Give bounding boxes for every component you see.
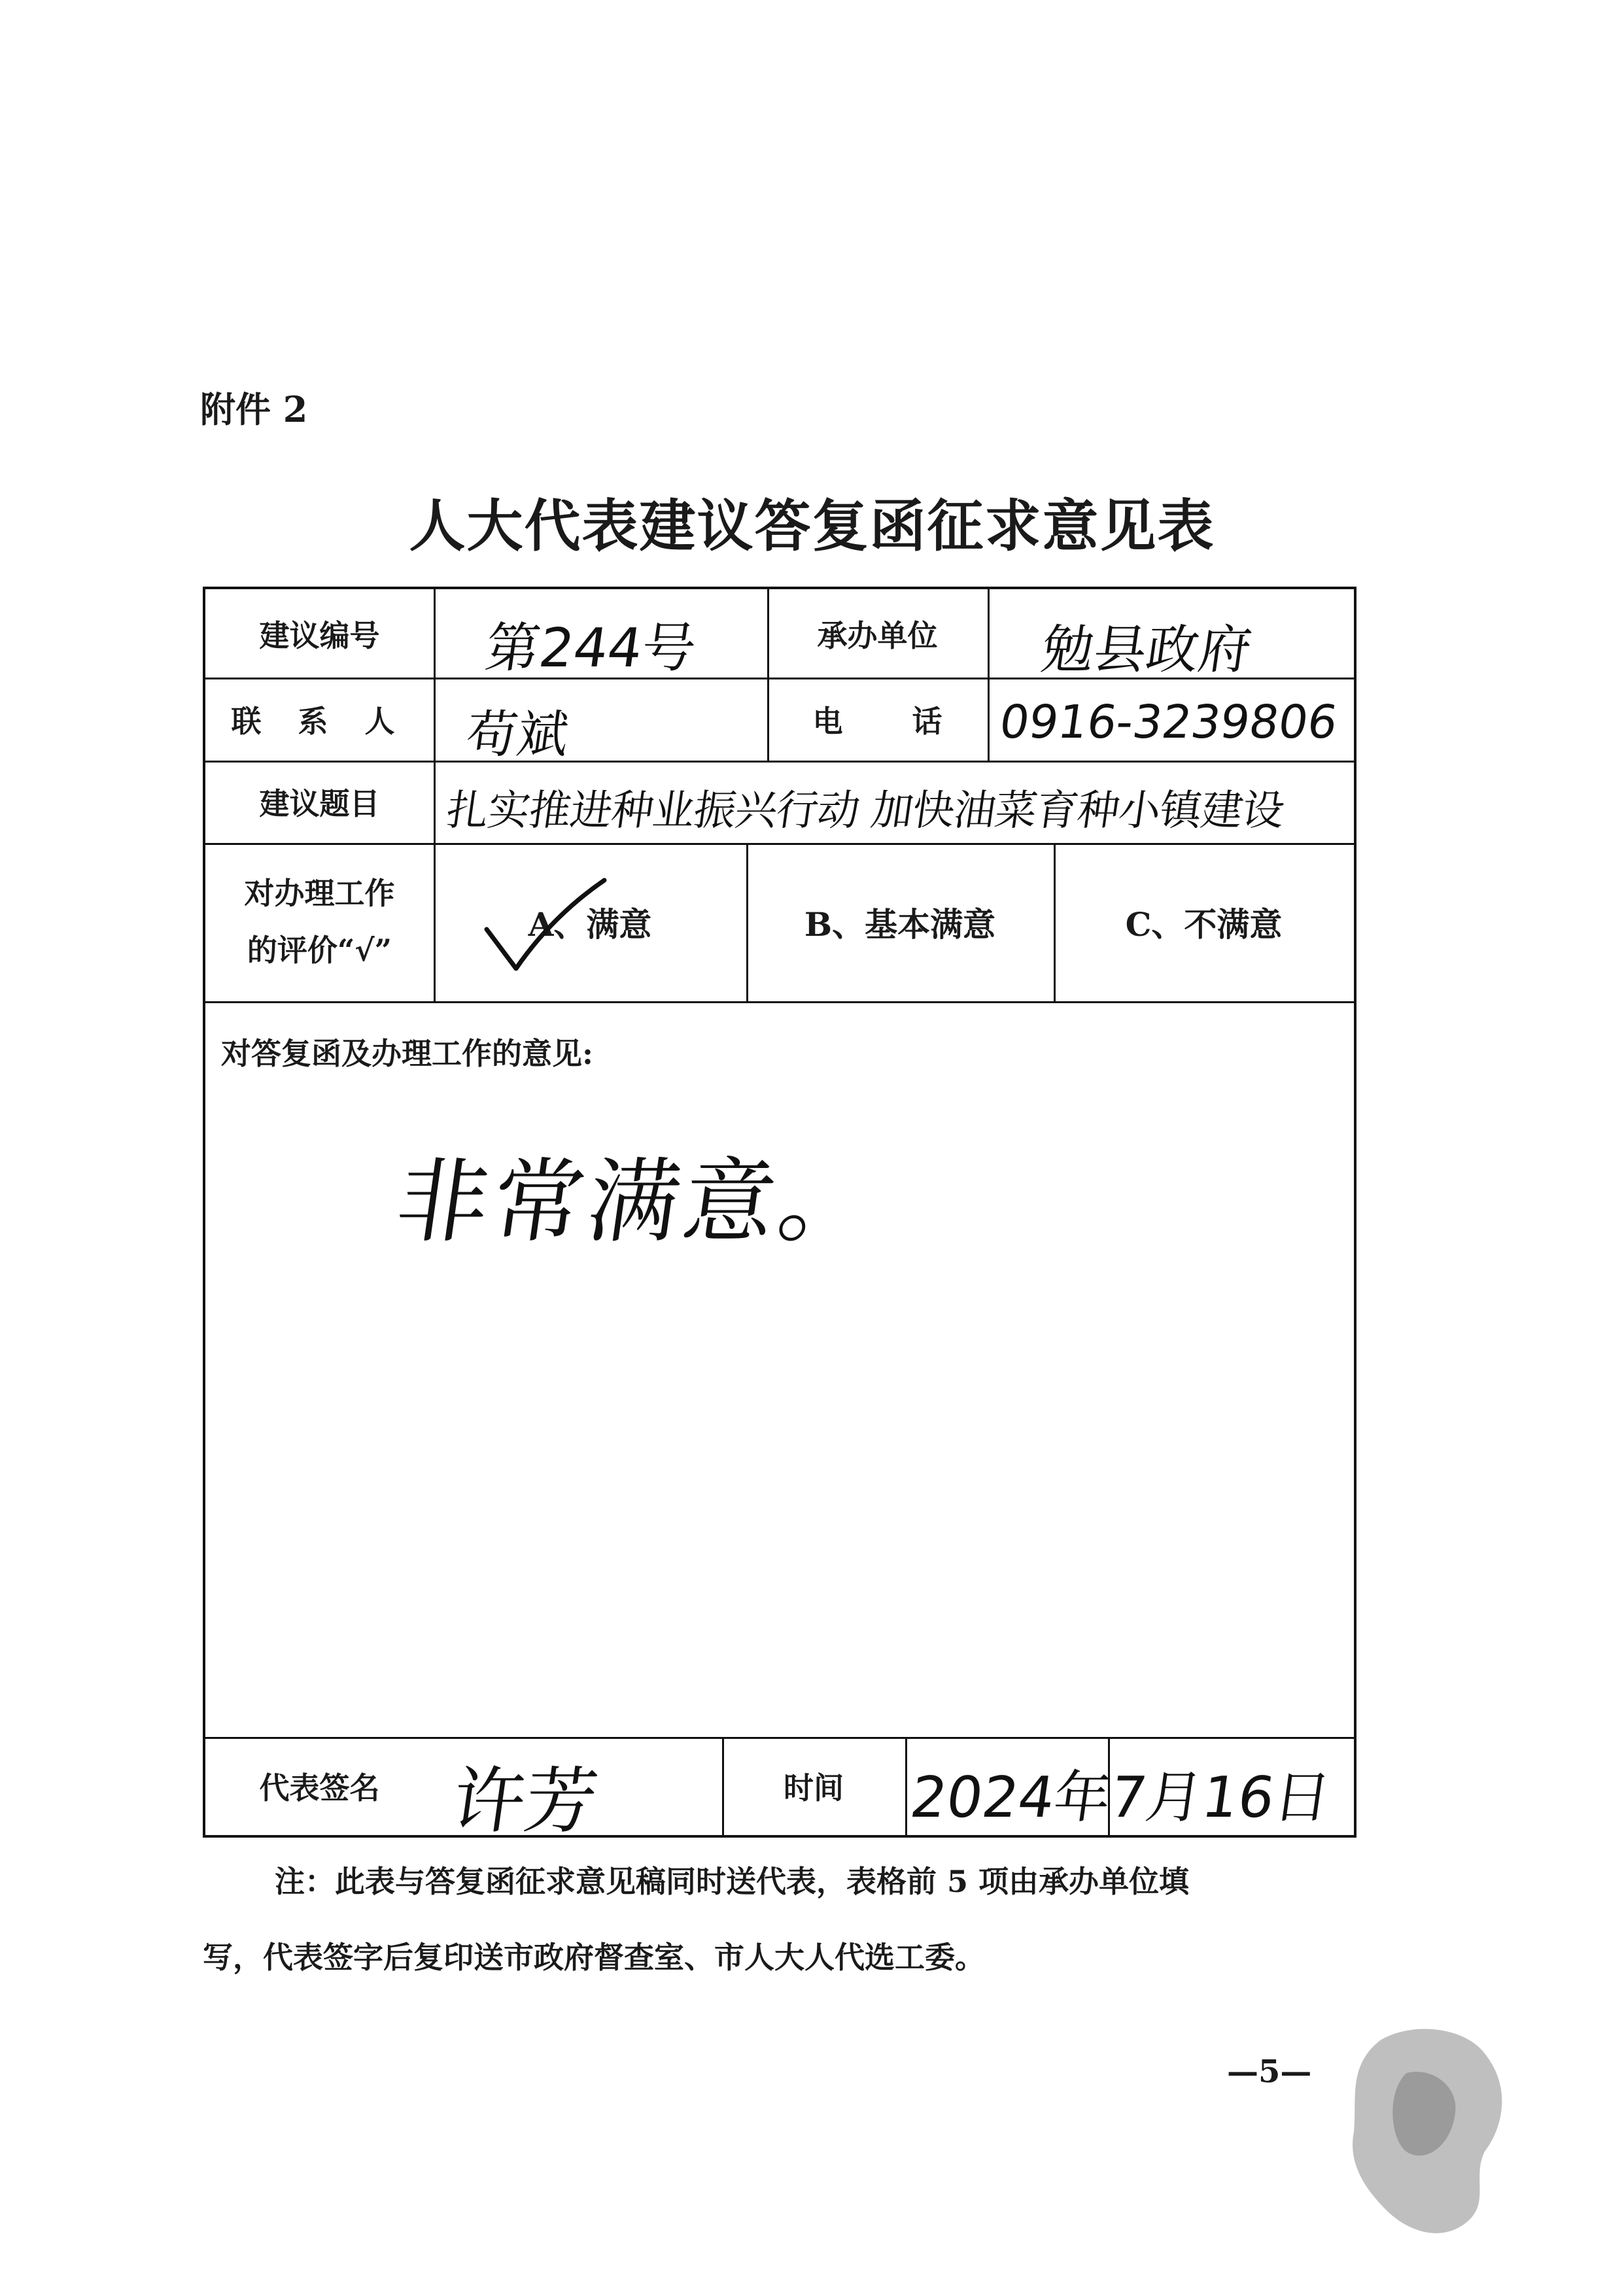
handling-unit-label: 承办单位 [817,617,938,653]
phone-value: 0916-3239806 [996,695,1341,749]
phone-label: 电 话 [812,703,942,739]
option-a-satisfied[interactable]: A、满意 [528,905,652,944]
topic-label: 建议题目 [259,786,380,821]
contact-value: 苟斌 [462,706,573,764]
check-mark-icon [480,877,611,975]
attachment-label: 附件 2 [200,388,308,430]
page-title: 人大代表建议答复函征求意见表 [409,493,1215,559]
option-b-basically-satisfied[interactable]: B、基本满意 [804,905,996,944]
col-divider [905,1737,907,1835]
opinion-label: 对答复函及办理工作的意见: [221,1036,593,1071]
opinion-value: 非常满意。 [389,1149,882,1256]
evaluation-label [205,843,434,1001]
option-c-not-satisfied[interactable]: C、不满意 [1125,905,1283,944]
proposal-number-value: 第244号 [481,617,700,679]
topic-value: 扎实推进种业振兴行动 加快油菜育种小镇建设 [443,787,1287,835]
signature-label: 代表签名 [259,1770,380,1806]
proposal-number-label: 建议编号 [259,617,380,653]
evaluation-label-line2: 的评价“√” [247,933,392,968]
handling-unit-value: 勉县政府 [1037,619,1256,680]
scan-stain-mark [1334,2014,1530,2250]
page-number: —5— [1227,2053,1312,2090]
note-line1: 注：此表与答复函征求意见稿同时送代表，表格前 5 项由承办单位填 [275,1864,1190,1899]
signature-value: 许芳 [447,1759,603,1843]
time-label: 时间 [784,1770,844,1806]
time-value: 2024年7月16日 [906,1765,1335,1830]
note-line2: 写，代表签字后复印送市政府督查室、市人大人代选工委。 [203,1940,985,1975]
col-divider [988,589,990,761]
contact-label: 联 系 人 [231,703,408,739]
opinion-form-table [203,587,1356,1843]
evaluation-label-line1: 对办理工作 [244,875,395,911]
row-divider [205,1001,1354,1003]
